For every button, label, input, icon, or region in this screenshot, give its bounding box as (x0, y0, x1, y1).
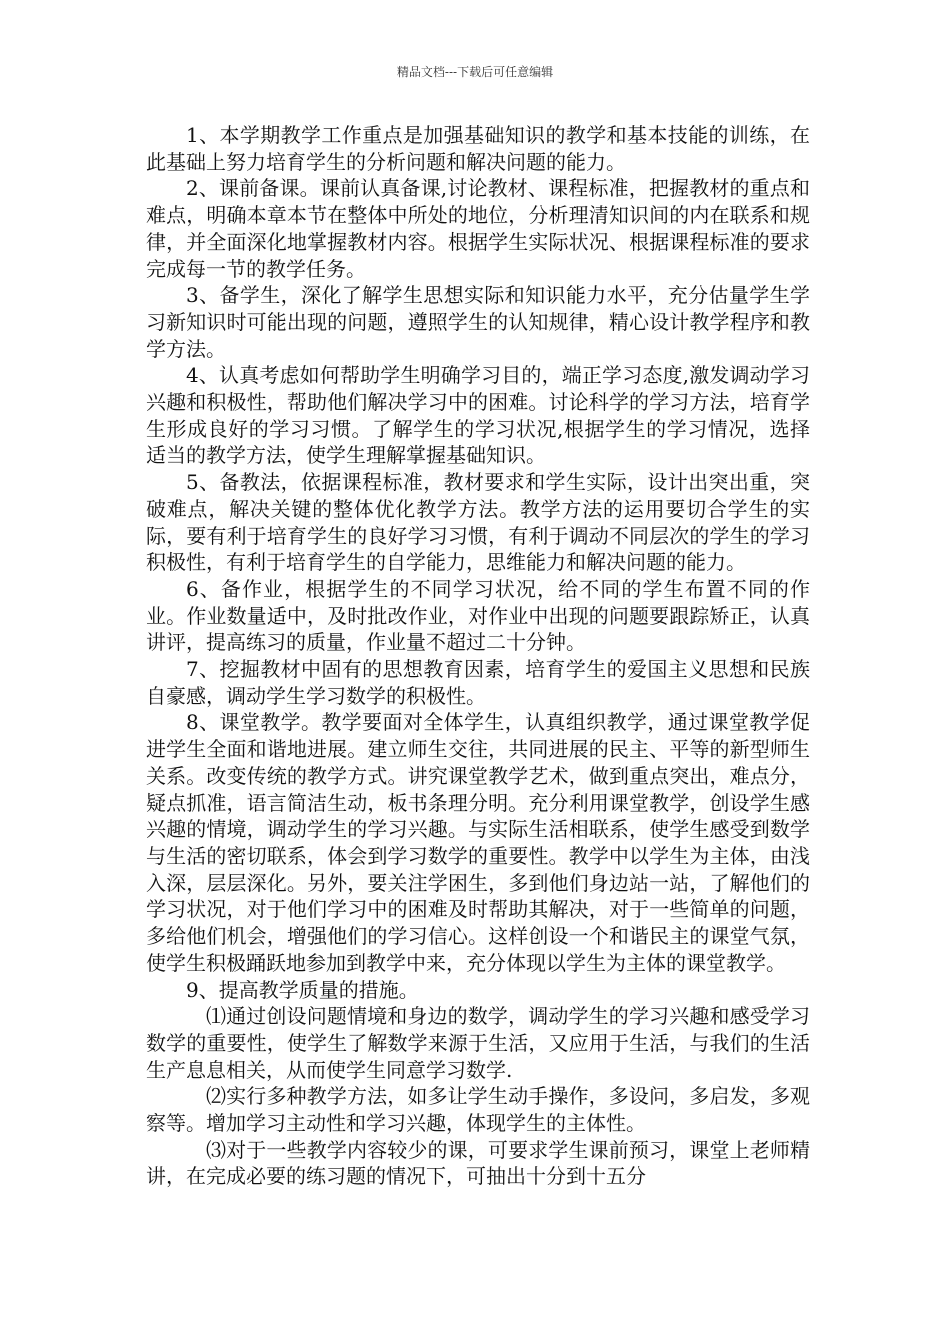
page-header: 精品文档---下载后可任意编辑 (396, 65, 554, 79)
paragraph-6: 6、备作业，根据学生的不同学习状况，给不同的学生布置不同的作业。作业数量适中，及时批改作业，对作业中出现的问题要跟踪矫正，认真讲评，提高练习的质量，作业量不超过二十分钟。 (146, 576, 810, 655)
sub-paragraph-3: ⑶对于一些教学内容较少的课，可要求学生课前预习，课堂上老师精讲，在完成必要的练习题的情况下，可抽出十分到十五分 (146, 1137, 810, 1189)
sub-paragraph-1: ⑴通过创设问题情境和身边的数学，调动学生的学习兴趣和感受学习数学的重要性，使学生了解数学来源于生活，又应用于生活，与我们的生活生产息息相关，从而使学生同意学习数学. (146, 1004, 810, 1082)
paragraph-7: 7、挖掘教材中固有的思想教育因素，培育学生的爱国主义思想和民族自豪感，调动学生学习数学的积极性。 (146, 657, 810, 708)
paragraph-4: 4、认真考虑如何帮助学生明确学习目的，端正学习态度,激发调动学习兴趣和积极性，帮助他们解决学习中的困难。讨论科学的学习方法，培育学生形成良好的学习习惯。了解学生的学习状况,根据学生的学习情况，选择适当的教学方法，使学生理解掌握基础知识。 (146, 363, 810, 468)
paragraph-3: 3、备学生，深化了解学生思想实际和知识能力水平，充分估量学生学习新知识时可能出现的问题，遵照学生的认知规律，精心设计教学程序和教学方法。 (146, 283, 810, 361)
paragraph-2: 2、课前备课。课前认真备课,讨论教材、课程标准，把握教材的重点和难点，明确本章本节在整体中所处的地位，分析理清知识间的内在联系和规律，并全面深化地掌握教材内容。根据学生实际状况、根据课程标准的要求完成每一节的教学任务。 (146, 176, 810, 281)
paragraph-8: 8、课堂教学。教学要面对全体学生，认真组织教学，通过课堂教学促进学生全面和谐地进展。建立师生交往，共同进展的民主、平等的新型师生关系。改变传统的教学方式。讲究课堂教学艺术，做到重点突出，难点分，疑点抓准，语言简洁生动，板书条理分明。充分利用课堂教学，创设学生感兴趣的情境，调动学生的学习兴趣。与实际生活相联系，使学生感受到数学与生活的密切联系，体会到学习数学的重要性。教学中以学生为主体，由浅入深，层层深化。另外，要关注学困生，多到他们身边站一站，了解他们的学习状况，对于他们学习中的困难及时帮助其解决，对于一些简单的问题，多给他们机会，增强他们的学习信心。这样创设一个和谐民主的课堂气氛，使学生积极踊跃地参加到教学中来，充分体现以学生为主体的课堂教学。 (146, 710, 810, 975)
paragraph-5: 5、备教法，依据课程标准，教材要求和学生实际，设计出突出重，突破难点，解决关键的整体优化教学方法。教学方法的运用要切合学生的实际，要有利于培育学生的良好学习习惯，有利于调动不同层次的学生的学习积极性，有利于培育学生的自学能力，思维能力和解决问题的能力。 (146, 470, 810, 575)
paragraph-9: 9、提高教学质量的措施。 (186, 977, 419, 1002)
document-body (146, 122, 810, 1190)
paragraph-1: 1、本学期教学工作重点是加强基础知识的教学和基本技能的训练，在此基础上努力培育学生的分析问题和解决问题的能力。 (146, 123, 810, 174)
sub-paragraph-2: ⑵实行多种教学方法，如多让学生动手操作，多设问，多启发，多观察等。增加学习主动性和学习兴趣，体现学生的主体性。 (146, 1084, 810, 1136)
